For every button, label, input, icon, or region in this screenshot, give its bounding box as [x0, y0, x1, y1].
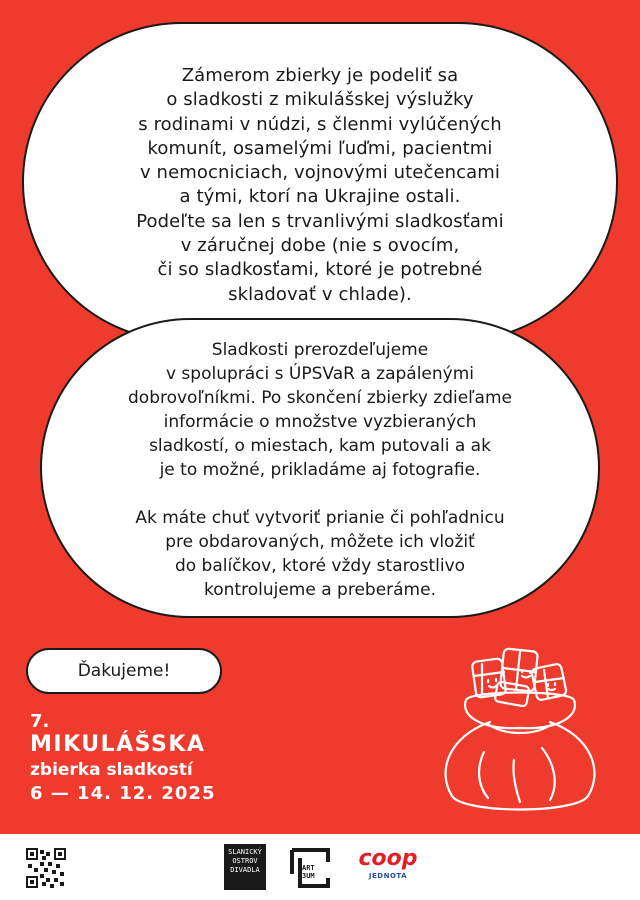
logo1-line: DIVADLA — [230, 866, 260, 874]
logo2-line: ART — [302, 864, 315, 872]
info-line: v spolupráci s ÚPSVaR a zapálenými — [165, 364, 475, 384]
thanks-pill: Ďakujeme! — [26, 648, 222, 694]
info-text — [42, 338, 598, 602]
intro-line: v nemocniciach, vojnovými utečencami — [139, 162, 500, 184]
intro-line: či so sladkosťami, ktoré je potrebné — [157, 259, 483, 281]
intro-line: s rodinami v núdzi, s členmi vylúčených — [138, 113, 502, 135]
intro-bubble — [22, 22, 618, 342]
logo1-line: SLANICKÝ — [228, 848, 262, 856]
info-line: je to možné, prikladáme aj fotografie. — [159, 460, 481, 480]
event-subtitle: zbierka sladkostí — [30, 760, 193, 780]
info-line: Sladkosti prerozdeľujeme — [211, 340, 429, 360]
intro-line: Podeľte sa len s trvanlivými sladkosťami — [136, 210, 504, 232]
card-line: kontrolujeme a preberáme. — [204, 580, 436, 600]
jednota-wordmark: JEDNOTA — [368, 872, 408, 880]
logo2-line: 3UM — [302, 872, 315, 880]
info-line: dobrovoľníkmi. Po skončení zbierky zdieľame — [128, 388, 512, 408]
coop-jednota-logo — [356, 846, 420, 890]
info-line: informácie o množstve vyzbieraných — [163, 412, 477, 432]
slanicky-ostrov-logo — [224, 844, 266, 890]
footer — [0, 834, 640, 900]
intro-line: a tými, ktorí na Ukrajine ostali. — [179, 186, 461, 208]
event-title: MIKULÁŠSKA — [30, 732, 206, 757]
card-line: pre obdarovaných, môžete ich vložiť — [165, 532, 475, 552]
intro-text — [24, 64, 616, 307]
gift-sack-icon — [430, 640, 610, 820]
event-dates: 6 — 14. 12. 2025 — [30, 783, 216, 804]
event-title-block — [30, 712, 215, 806]
paragraph-gap — [42, 482, 598, 506]
logo1-line: OSTROV — [232, 857, 258, 865]
event-number: 7. — [30, 711, 50, 732]
intro-line: v záručnej dobe (nie s ovocím, — [180, 235, 460, 257]
card-line: Ak máte chuť vytvoriť prianie či pohľadnicu — [135, 508, 505, 528]
intro-line: Zámerom zbierky je podeliť sa — [181, 65, 459, 86]
intro-line: skladovať v chlade). — [228, 283, 412, 305]
intro-line: o sladkosti z mikulášskej výslužky — [166, 89, 474, 111]
coop-wordmark: coop — [358, 846, 418, 871]
art3um-text — [302, 864, 315, 880]
intro-line: komunít, osamelými ľuďmi, pacientmi — [147, 137, 493, 159]
card-line: do balíčkov, ktoré vždy starostlivo — [174, 556, 466, 576]
art3um-logo — [290, 848, 330, 892]
qr-code-icon[interactable] — [26, 848, 66, 888]
info-bubble — [40, 318, 600, 618]
info-line: sladkostí, o miestach, kam putovali a ak — [149, 436, 491, 456]
